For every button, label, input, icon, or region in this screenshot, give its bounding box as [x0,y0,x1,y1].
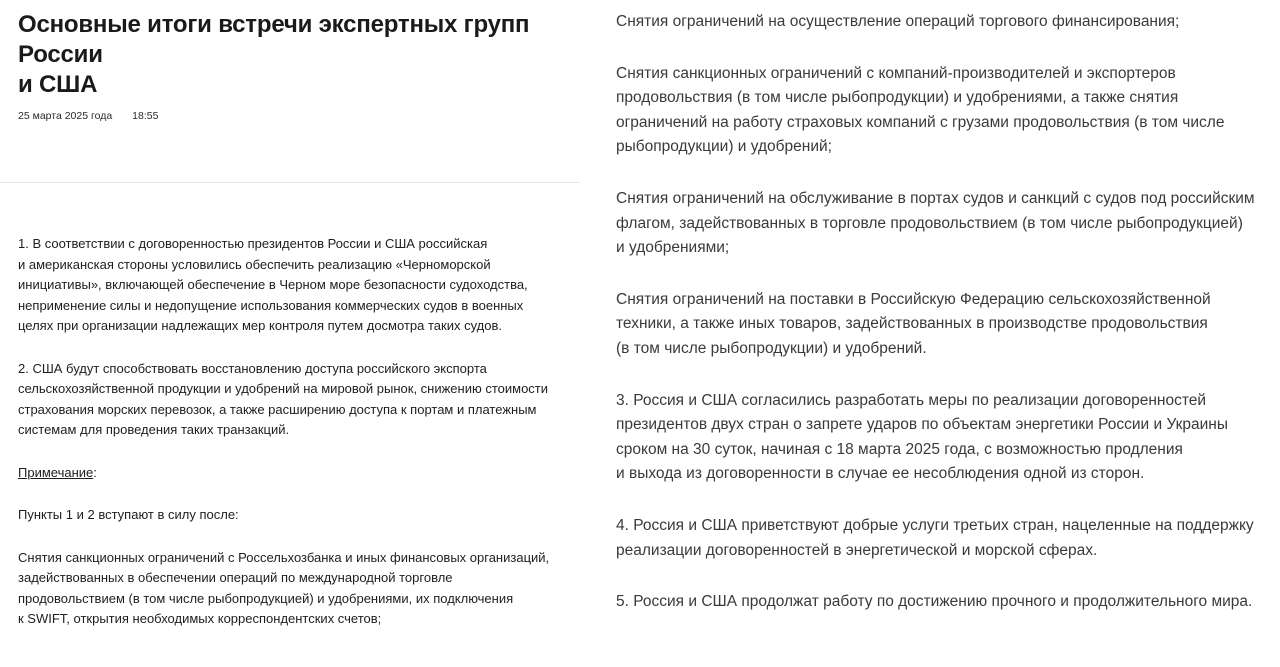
text-line: неприменение силы и недопущение использования коммерческих судов в военных [18,297,524,313]
article-title-line-2: и США [18,71,98,98]
paragraph-condition-1 [18,548,563,630]
text-line: Снятия санкционных ограничений с компаний-производителей и экспортеров [616,64,1176,82]
text-line: флагом, задействованных в торговле продовольствием (в том числе рыбопродукцией) [616,214,1243,232]
text-line: реализации договоренностей в энергетической и морской сферах. [616,541,1098,559]
paragraph-point-2 [18,359,563,441]
text-line: продовольствием (в том числе рыбопродукцией) и удобрениями, их подключения [18,590,514,606]
article-date: 25 марта 2025 года [18,110,113,122]
note-colon: : [93,464,97,480]
points-intro: Пункты 1 и 2 вступают в силу после: [18,507,239,522]
paragraph-point-5 [616,590,1266,615]
text-line: системам для проведения таких транзакций. [18,422,290,437]
note-label: Примечание [18,464,94,480]
right-screenshot-panel [600,0,1280,667]
text-line: задействованных в обеспечении операций по международной торговле [18,570,453,585]
paragraph-point-1 [18,234,563,337]
text-line: техники, а также иных товаров, задействованных в производстве продовольствия [616,315,1208,333]
paragraph-condition-3 [616,62,1266,160]
text-line: 2. США будут способствовать восстановлению доступа российского экспорта [18,360,487,376]
text-line: 1. В соответствии с договоренностью президентов России и США российская [18,236,488,251]
text-line: сельскохозяйственной продукции и удобрений на мировой рынок, снижению стоимости [18,381,549,396]
article-meta [18,110,158,122]
text-line: ограничений на работу страховых компаний с грузами продовольствия (в том числе [616,113,1225,131]
text-line: и американская стороны условились обеспечить реализацию «Черноморской [18,256,491,272]
text-line: президентов двух стран о запрете ударов по объектам энергетики России и Украины [616,416,1228,434]
left-screenshot-panel [0,0,580,667]
paragraph-condition-4 [616,187,1266,261]
text-line: сроком на 30 суток, начиная с 18 марта 2025 года, с возможностью продления [616,440,1183,458]
text-line: 3. Россия и США согласились разработать меры по реализации договоренностей [616,391,1207,409]
article-title [18,10,558,100]
text-line: рыбопродукции) и удобрений; [616,138,832,156]
article-time: 18:55 [132,110,159,122]
note-line [18,463,563,484]
text-line: Снятия ограничений на обслуживание в портах судов и санкций с судов под российским [616,189,1255,207]
text-line: продовольствия (в том числе рыбопродукции) и удобрениями, а также снятия [616,89,1179,107]
text-line: 5. Россия и США продолжат работу по достижению прочного и продолжительного мира. [616,593,1253,611]
text-line: 4. Россия и США приветствуют добрые услуги третьих стран, нацеленные на поддержку [616,516,1254,534]
text-line: целях при организации надлежащих мер контроля путем досмотра таких судов. [18,318,502,333]
paragraph-point-4 [616,514,1266,563]
text-line: Снятия ограничений на осуществление операций торгового финансирования; [616,13,1180,30]
header-divider [0,182,580,183]
text-line: и удобрениями; [616,239,730,257]
text-line: Снятия ограничений на поставки в Российскую Федерацию сельскохозяйственной [616,290,1211,308]
text-line: и выхода из договоренности в случае ее несоблюдения одной из сторон. [616,465,1145,483]
text-line: к SWIFT, открытия необходимых корреспондентских счетов; [18,611,382,626]
text-line: (в том числе рыбопродукции) и удобрений. [616,339,927,357]
text-line: инициативы», включающей обеспечение в Черном море безопасности судоходства, [18,277,528,292]
article-body-left [18,234,563,630]
paragraph-point-3 [616,389,1266,487]
article-body-right [616,10,1266,642]
paragraph-condition-5 [616,288,1266,362]
text-line: страхования морских перевозок, а также расширению доступа к портам и платежным [18,401,537,417]
paragraph-condition-2 [616,10,1266,35]
article-title-line-1: Основные итоги встречи экспертных групп России [18,11,530,68]
text-line: Снятия санкционных ограничений с Россельхозбанка и иных финансовых организаций, [18,549,550,565]
